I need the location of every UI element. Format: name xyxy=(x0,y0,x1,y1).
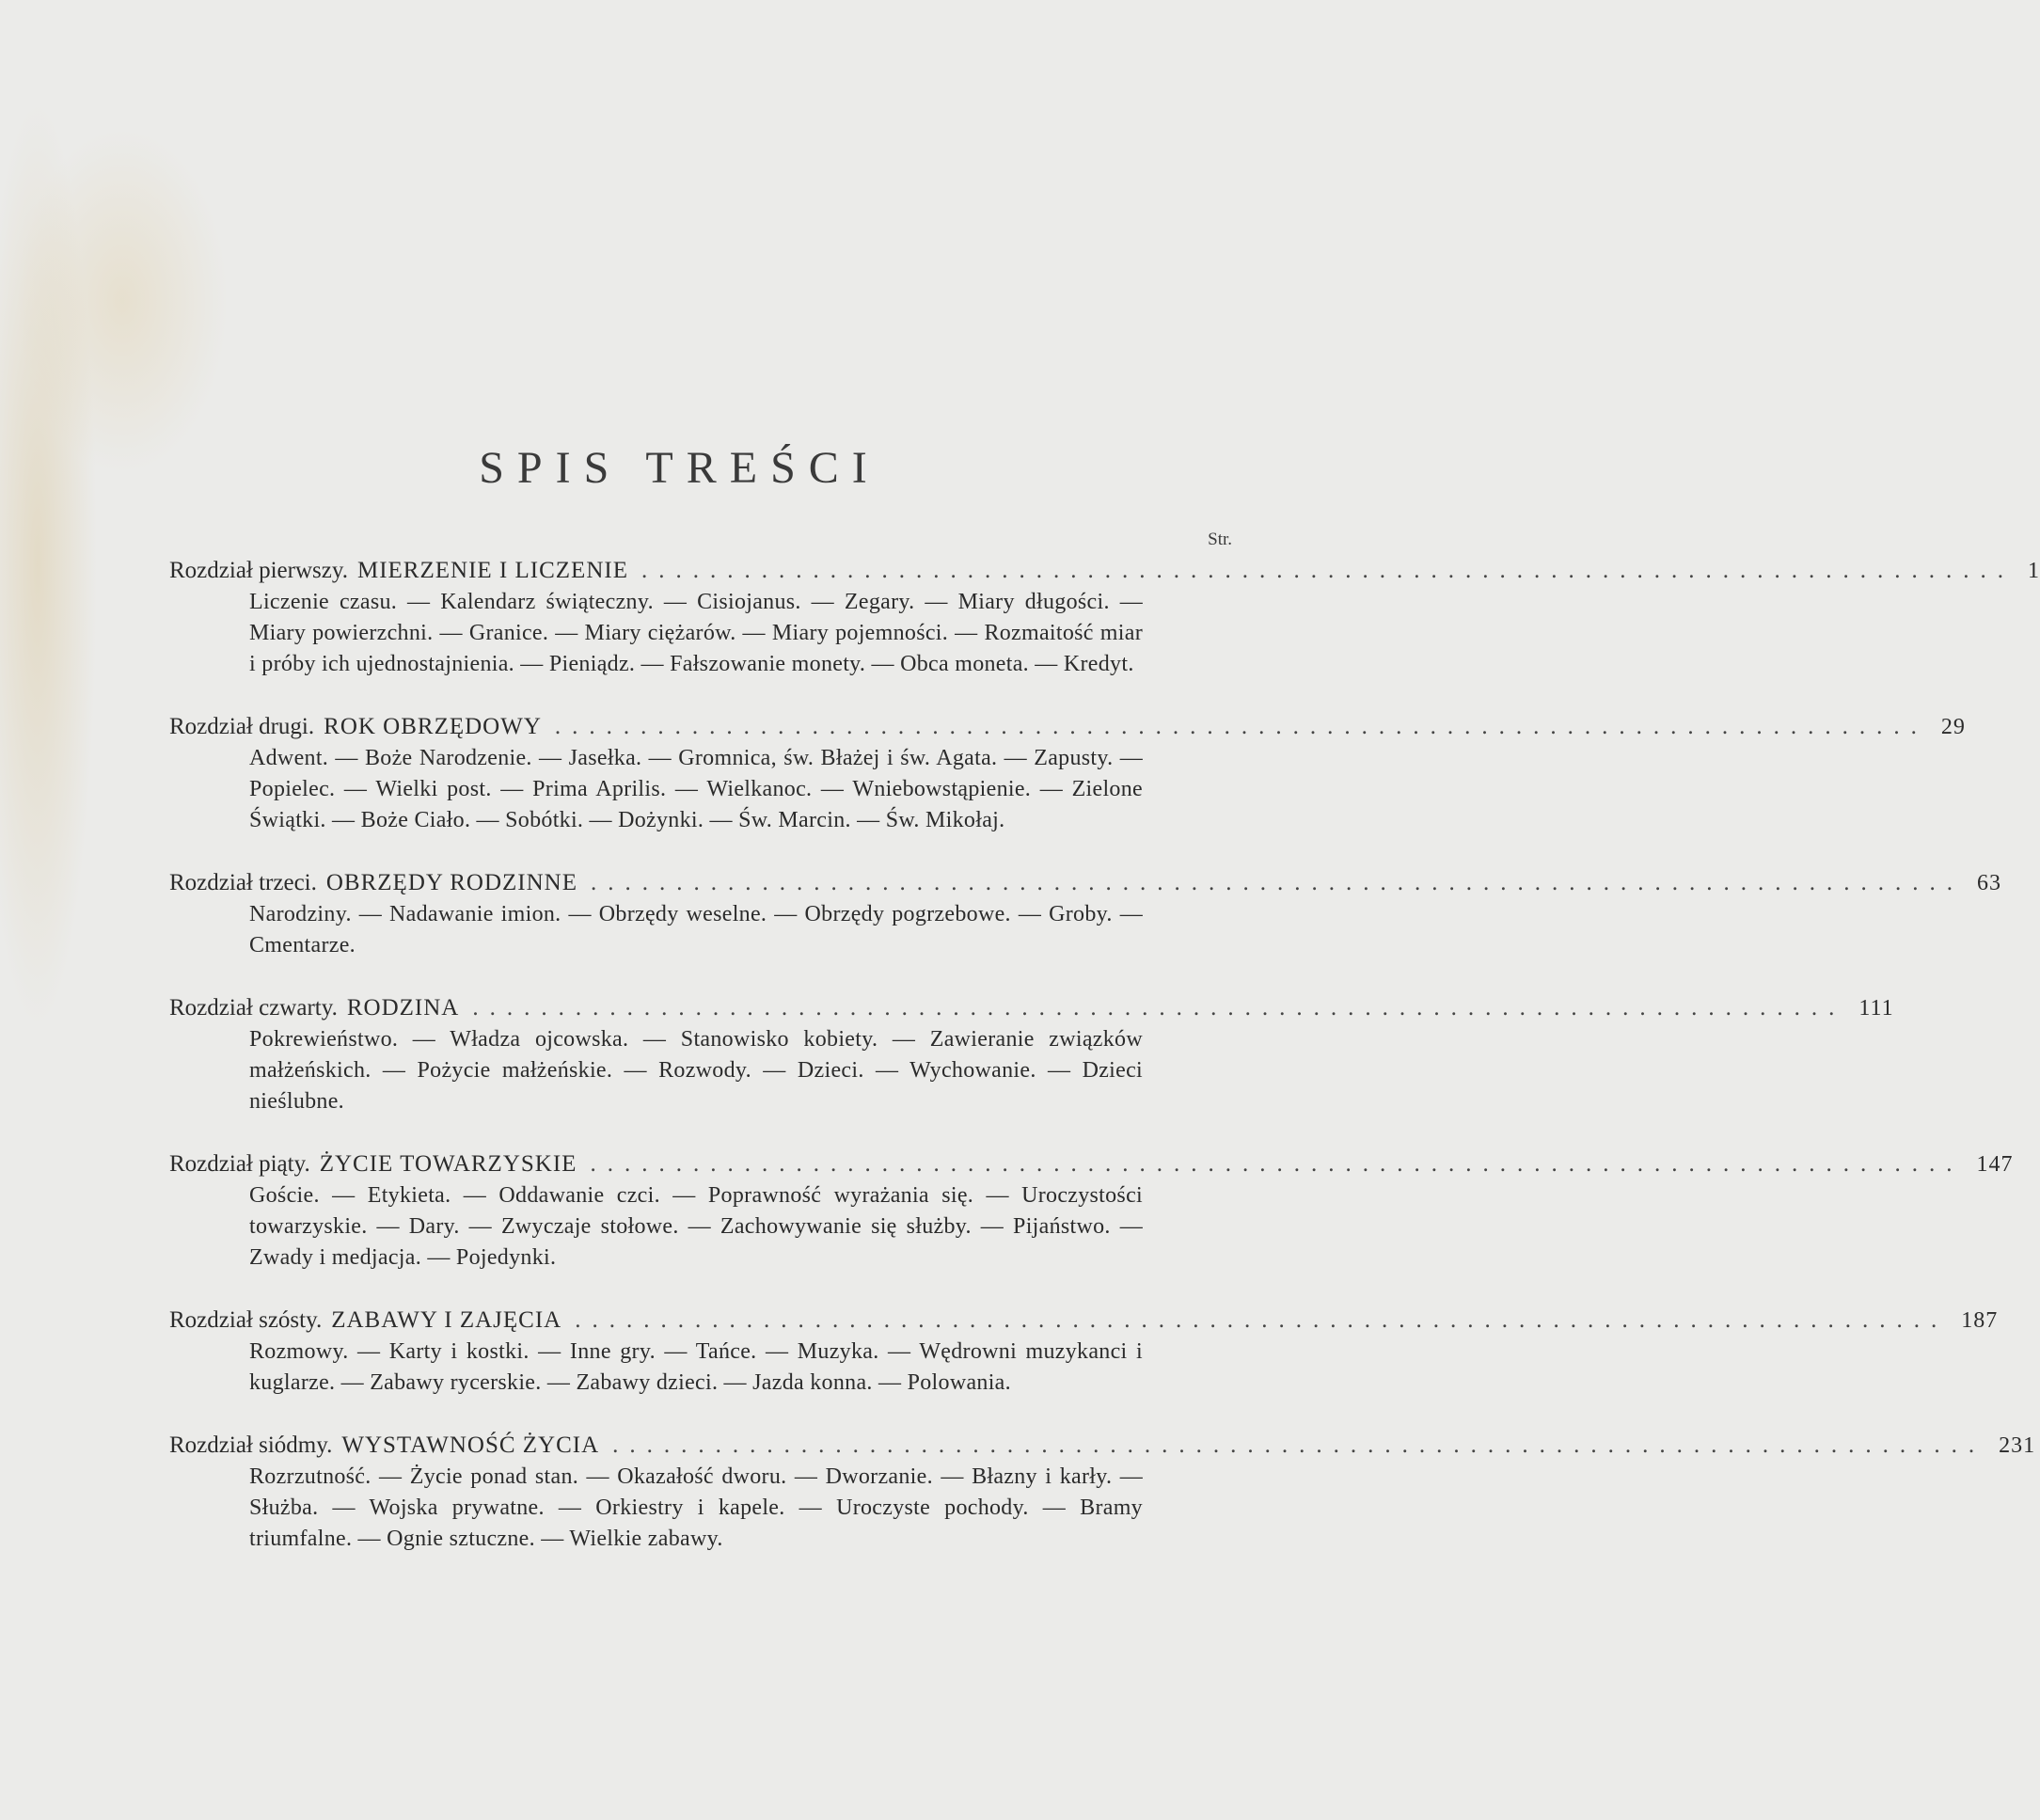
chapter-page-number: 187 xyxy=(1961,1308,1999,1333)
chapter-heading-row xyxy=(169,555,2040,587)
chapter-label: Rozdział piąty. xyxy=(169,1151,310,1177)
chapter-heading-row xyxy=(169,1430,2036,1462)
chapter-title: ROK OBRZĘDOWY xyxy=(324,714,542,739)
chapter-label: Rozdział czwarty. xyxy=(169,995,338,1021)
chapter-entry-1 xyxy=(169,555,2040,680)
chapter-subtopics: Liczenie czasu. — Kalendarz świąteczny. — Cisiojanus. — Zegary. — Miary długości. — Miary powierzchni. — Granice. — Miary ciężarów. — Miary pojemności. — Rozmaitość miar i próby ich ujednostajnienia. — Pieniądz. — Fałszowanie monety. — Obca moneta. — Kredyt. xyxy=(249,590,1143,676)
chapter-subtopics: Pokrewieństwo. — Władza ojcowska. — Stanowisko kobiety. — Zawieranie związków małżeńskich. — Pożycie małżeńskie. — Rozwody. — Dzieci. — Wychowanie. — Dzieci nieślubne. xyxy=(249,1027,1143,1114)
chapter-entry-2 xyxy=(169,711,1966,836)
chapter-heading-row xyxy=(169,867,2002,899)
chapter-subtopics: Narodziny. — Nadawanie imion. — Obrzędy weselne. — Obrzędy pogrzebowe. — Groby. — Cmentarze. xyxy=(249,902,1143,957)
chapter-entry-5 xyxy=(169,1148,2014,1274)
chapter-entry-4 xyxy=(169,992,1894,1117)
chapter-label: Rozdział pierwszy. xyxy=(169,558,348,583)
dot-leader: ................................................................................ xyxy=(640,558,2015,583)
chapter-page-number: 231 xyxy=(1999,1433,2036,1458)
chapter-label: Rozdział trzeci. xyxy=(169,870,317,895)
chapter-subtopics: Rozmowy. — Karty i kostki. — Inne gry. — Tańce. — Muzyka. — Wędrowni muzykanci i kuglarze. — Zabawy rycerskie. — Zabawy dzieci. — Jazda konna. — Polowania. xyxy=(249,1339,1143,1395)
chapter-title: RODZINA xyxy=(346,995,460,1021)
dot-leader: ................................................................................ xyxy=(575,1307,1949,1333)
chapter-page-number: 1 xyxy=(2027,559,2040,583)
dot-leader: ................................................................................ xyxy=(472,995,1846,1021)
chapter-label: Rozdział siódmy. xyxy=(169,1432,333,1458)
chapter-heading-row xyxy=(169,992,1894,1024)
chapter-page-number: 111 xyxy=(1858,996,1894,1021)
chapter-subtopics: Goście. — Etykieta. — Oddawanie czci. — Poprawność wyrażania się. — Uroczystości towarzyskie. — Dary. — Zwyczaje stołowe. — Zachowywanie się służby. — Pijaństwo. — Zwady i medjacja. — Pojedynki. xyxy=(249,1183,1143,1270)
chapter-heading-row xyxy=(169,1148,2014,1180)
chapter-heading-row xyxy=(169,711,1966,743)
chapter-title: WYSTAWNOŚĆ ŻYCIA xyxy=(341,1432,600,1458)
table-of-contents xyxy=(169,555,2040,1586)
chapter-subtopics: Adwent. — Boże Narodzenie. — Jasełka. — Gromnica, św. Błażej i św. Agata. — Zapusty. — Popielec. — Wielki post. — Prima Aprilis. — Wielkanoc. — Wniebowstąpienie. — Zielone Świątki. — Boże Ciało. — Sobótki. — Dożynki. — Św. Marcin. — Św. Mikołaj. xyxy=(249,746,1143,832)
chapter-entry-3 xyxy=(169,867,2002,961)
chapter-entry-7 xyxy=(169,1430,2036,1555)
chapter-title: MIERZENIE I LICZENIE xyxy=(356,558,628,583)
chapter-entry-6 xyxy=(169,1305,1999,1399)
dot-leader: ................................................................................ xyxy=(554,714,1928,739)
chapter-label: Rozdział drugi. xyxy=(169,714,315,739)
dot-leader: ................................................................................ xyxy=(590,1151,1964,1177)
chapter-subtopics: Rozrzutność. — Życie ponad stan. — Okazałość dworu. — Dworzanie. — Błazny i karły. — Służba. — Wojska prywatne. — Orkiestry i kapele. — Uroczyste pochody. — Bramy triumfalne. — Ognie sztuczne. — Wielkie zabawy. xyxy=(249,1464,1143,1551)
chapter-label: Rozdział szósty. xyxy=(169,1307,323,1333)
chapter-title: ZABAWY I ZAJĘCIA xyxy=(331,1307,562,1333)
chapter-page-number: 29 xyxy=(1940,715,1966,739)
dot-leader: ................................................................................ xyxy=(591,870,1965,895)
chapter-heading-row xyxy=(169,1305,1999,1337)
chapter-title: ŻYCIE TOWARZYSKIE xyxy=(319,1151,577,1177)
page-title: SPIS TREŚCI xyxy=(479,443,880,493)
chapter-title: OBRZĘDY RODZINNE xyxy=(325,870,578,895)
page-column-label: Str. xyxy=(1208,530,1232,549)
chapter-page-number: 63 xyxy=(1977,871,2002,895)
chapter-page-number: 147 xyxy=(1976,1152,2014,1177)
dot-leader: ................................................................................ xyxy=(612,1432,1986,1458)
